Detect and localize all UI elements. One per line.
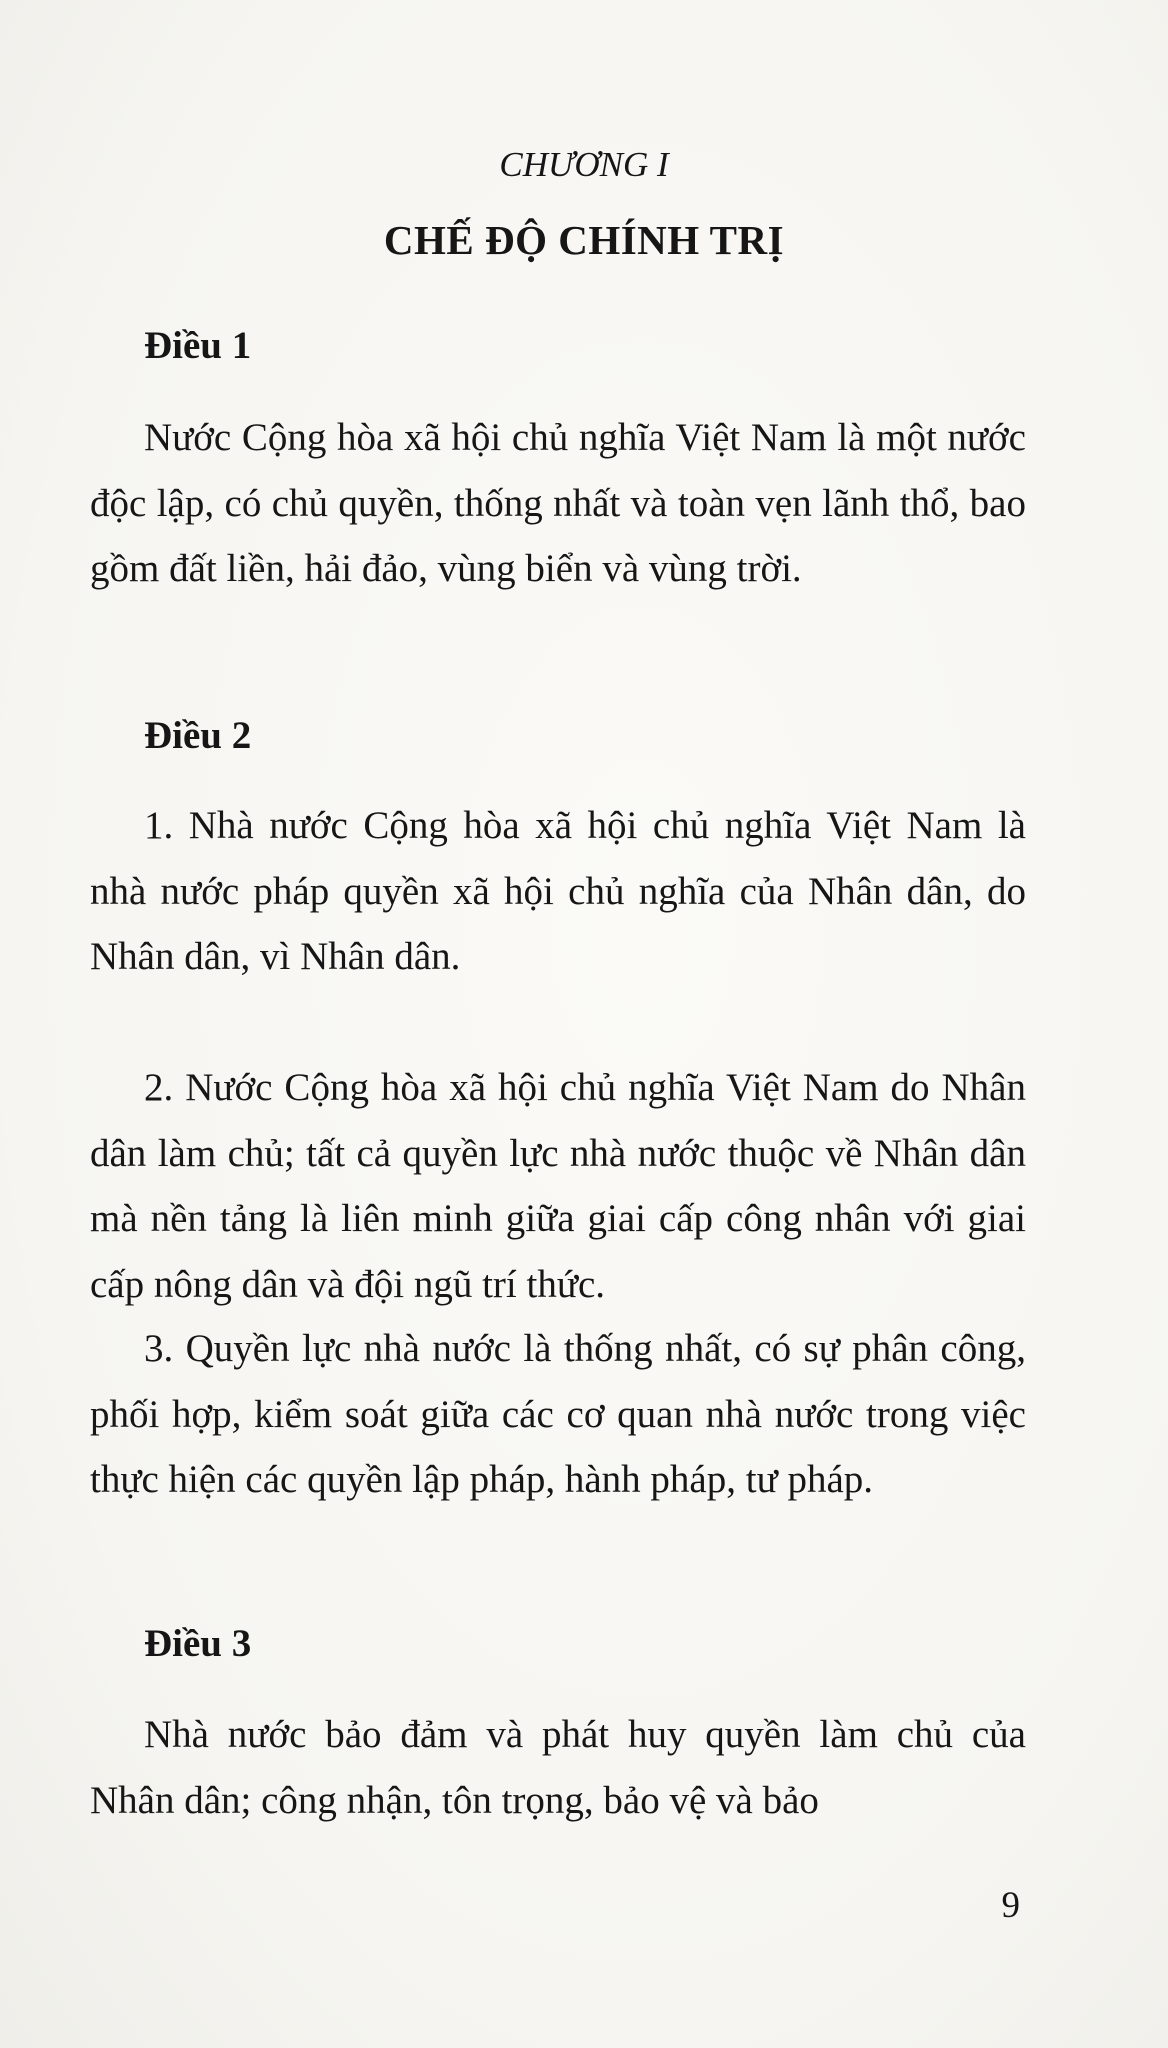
article-2-clause-2: 2. Nước Cộng hòa xã hội chủ nghĩa Việt Nam do Nhân dân làm chủ; tất cả quyền lực nhà nước thuộc về Nhân dân mà nền tảng là liên minh giữa giai cấp công nhân với giai cấp nông dân và đội ngũ trí thức. bbox=[90, 1066, 1026, 1306]
article-2-heading: Điều 2 bbox=[144, 714, 252, 757]
article-3-paragraph-1: Nhà nước bảo đảm và phát huy quyền làm chủ của Nhân dân; công nhận, tôn trọng, bảo vệ và bảo bbox=[90, 1713, 1026, 1822]
article-1-paragraph-1: Nước Cộng hòa xã hội chủ nghĩa Việt Nam là một nước độc lập, có chủ quyền, thống nhất và toàn vẹn lãnh thổ, bao gồm đất liền, hải đảo, vùng biển và vùng trời. bbox=[90, 416, 1026, 590]
article-1-heading: Điều 1 bbox=[144, 324, 252, 367]
article-3-heading: Điều 3 bbox=[144, 1622, 252, 1665]
chapter-title: CHẾ ĐỘ CHÍNH TRỊ bbox=[383, 217, 785, 263]
page-number: 9 bbox=[1001, 1885, 1020, 1926]
chapter-label: CHƯƠNG I bbox=[499, 145, 669, 184]
article-2-clause-3: 3. Quyền lực nhà nước là thống nhất, có sự phân công, phối hợp, kiểm soát giữa các cơ quan nhà nước trong việc thực hiện các quyền lập pháp, hành pháp, tư pháp. bbox=[90, 1327, 1026, 1501]
article-2-clause-1: 1. Nhà nước Cộng hòa xã hội chủ nghĩa Việt Nam là nhà nước pháp quyền xã hội chủ nghĩa của Nhân dân, do Nhân dân, vì Nhân dân. bbox=[90, 804, 1026, 978]
